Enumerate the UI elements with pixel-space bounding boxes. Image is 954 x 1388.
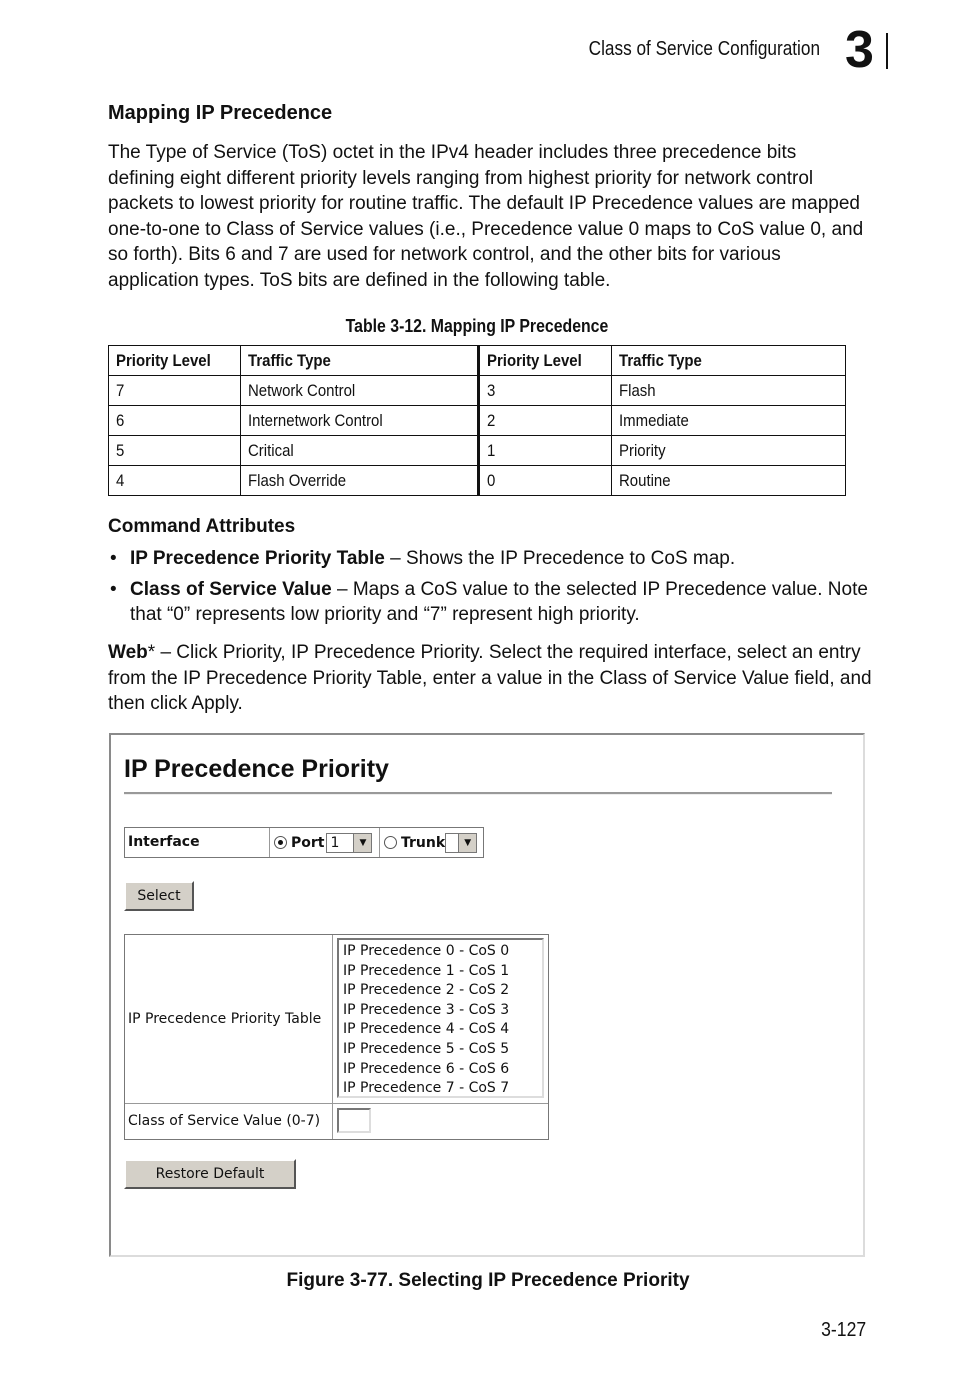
- table-cell: Routine: [612, 466, 846, 496]
- priority-form: [124, 934, 549, 1140]
- intro-paragraph: The Type of Service (ToS) octet in the IPv4 header includes three precedence bits defining eight different priority levels ranging from highest priority for network control packets to lowest priority for routine traffic. The default IP Precedence values are mapped one-to-one to Class of Service values (i.e., Precedence value 0 maps to CoS value 0, and so forth). Bits 6 and 7 are used for network control, and the other bits for various application types. ToS bits are defined in the following table.: [108, 142, 864, 291]
- list-item[interactable]: IP Precedence 2 - CoS 2: [343, 982, 510, 999]
- mapping-table: [108, 345, 846, 496]
- interface-selector: [124, 827, 484, 858]
- trunk-label: Trunk: [401, 834, 446, 851]
- port-select[interactable]: [326, 833, 372, 853]
- port-option: [270, 828, 380, 857]
- table-cell: 0: [479, 466, 612, 496]
- list-item[interactable]: IP Precedence 1 - CoS 1: [343, 962, 510, 979]
- bullet-icon: •: [110, 548, 117, 569]
- attribute-term: IP Precedence Priority Table: [130, 548, 385, 569]
- chevron-down-icon: ▼: [353, 834, 371, 852]
- table-cell: 7: [109, 376, 241, 406]
- section-heading: Mapping IP Precedence: [108, 102, 333, 124]
- table-header-row: [109, 346, 846, 376]
- web-instructions: [108, 640, 878, 717]
- list-item[interactable]: IP Precedence 6 - CoS 6: [343, 1060, 510, 1077]
- list-item[interactable]: IP Precedence 0 - CoS 0: [343, 943, 510, 959]
- table-cell: Network Control: [241, 376, 479, 406]
- table-cell: 2: [479, 406, 612, 436]
- port-select-value: 1: [330, 834, 340, 851]
- table-row: [109, 436, 846, 466]
- table-cell: 3: [479, 376, 612, 406]
- table-cell: 6: [109, 406, 241, 436]
- title-divider: [124, 792, 832, 795]
- table-cell: Priority: [612, 436, 846, 466]
- table-row: [109, 406, 846, 436]
- cos-value-row: [125, 1103, 548, 1139]
- running-header-title: Class of Service Configuration: [588, 38, 820, 60]
- column-header: Priority Level: [479, 346, 612, 376]
- trunk-select[interactable]: [445, 833, 477, 853]
- column-header: Traffic Type: [612, 346, 846, 376]
- trunk-radio[interactable]: [384, 836, 397, 849]
- web-label: Web: [108, 642, 148, 663]
- list-item: [108, 577, 878, 628]
- list-item[interactable]: IP Precedence 4 - CoS 4: [343, 1021, 510, 1038]
- figure-caption: Figure 3-77. Selecting IP Precedence Priority: [286, 1270, 690, 1291]
- chapter-divider: [886, 33, 888, 69]
- chapter-number: 3: [845, 21, 874, 79]
- table-caption: Table 3-12. Mapping IP Precedence: [345, 316, 609, 336]
- cos-value-label: Class of Service Value (0-7): [125, 1103, 333, 1139]
- restore-default-button[interactable]: Restore Default: [124, 1159, 296, 1189]
- list-item[interactable]: IP Precedence 7 - CoS 7: [343, 1080, 510, 1097]
- priority-table-row: [125, 935, 548, 1104]
- table-cell: Flash: [612, 376, 846, 406]
- attributes-heading: Command Attributes: [108, 516, 296, 537]
- table-cell: 5: [109, 436, 241, 466]
- attribute-description: – Maps a CoS value to the selected IP Precedence value. Note that “0” represents low priority and “7” represent high priority.: [130, 578, 868, 625]
- table-cell: 4: [109, 466, 241, 496]
- interface-label: Interface: [125, 828, 270, 857]
- table-row: [109, 376, 846, 406]
- list-item: [108, 546, 878, 572]
- column-header: Priority Level: [109, 346, 241, 376]
- port-label: Port: [291, 834, 325, 851]
- column-header: Traffic Type: [241, 346, 479, 376]
- chevron-down-icon: ▼: [458, 834, 476, 852]
- table-cell: Internetwork Control: [241, 406, 479, 436]
- attribute-term: Class of Service Value: [130, 578, 332, 600]
- priority-table-label: IP Precedence Priority Table: [125, 935, 333, 1103]
- select-button[interactable]: Select: [124, 881, 194, 911]
- cos-value-input[interactable]: [337, 1108, 371, 1133]
- ip-precedence-screenshot: [109, 733, 865, 1257]
- attribute-description: – Shows the IP Precedence to CoS map.: [384, 548, 736, 569]
- web-text: * – Click Priority, IP Precedence Priority. Select the required interface, select an entry from the IP Precedence Priority Table, enter a value in the Class of Service Value field, and then click Apply.: [108, 642, 872, 714]
- bullet-icon: •: [110, 578, 117, 600]
- page-number: 3-127: [820, 1319, 866, 1341]
- attributes-list: [108, 546, 878, 633]
- port-radio[interactable]: [274, 836, 287, 849]
- trunk-option: [380, 828, 483, 857]
- table-cell: 1: [479, 436, 612, 466]
- table-cell: Critical: [241, 436, 479, 466]
- table-row: [109, 466, 846, 496]
- table-cell: Flash Override: [241, 466, 479, 496]
- table-cell: Immediate: [612, 406, 846, 436]
- screen-title: IP Precedence Priority: [124, 755, 389, 783]
- priority-listbox[interactable]: [337, 938, 544, 1098]
- list-item[interactable]: IP Precedence 3 - CoS 3: [343, 1001, 510, 1018]
- list-item[interactable]: IP Precedence 5 - CoS 5: [343, 1040, 510, 1057]
